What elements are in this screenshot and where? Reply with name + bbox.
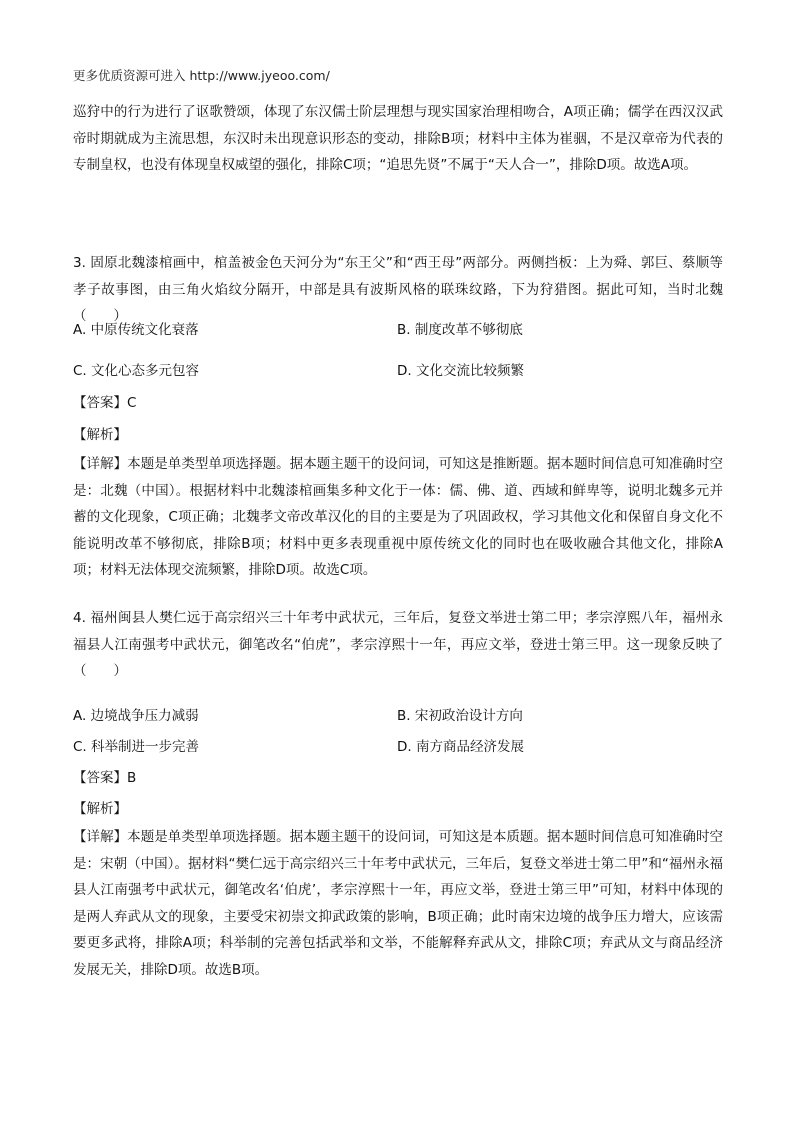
question-3-answer: 【答案】C	[73, 395, 137, 411]
question-4-analysis-label: 【解析】	[73, 801, 127, 817]
page-header: 更多优质资源可进入 http://www.jyeoo.com/	[73, 68, 330, 83]
question-3-option-d: D. 文化交流比较频繁	[397, 363, 524, 379]
question-4-option-a: A. 边境战争压力减弱	[73, 708, 199, 724]
question-4-option-d: D. 南方商品经济发展	[397, 739, 524, 755]
question-3-option-a: A. 中原传统文化衰落	[73, 322, 199, 338]
question-4-detail: 【详解】本题是单类型单项选择题。据本题主题干的设问词，可知这是本质题。据本题时间信息可知准确时空是：宋朝（中国）。据材料“樊仁远于高宗绍兴三十年考中武状元，三年后，复登文举进士第二甲”和“福州永福县人江南强考中武状元，御笔改名‘伯虎’，孝宗淳熙十一年，再应文举，登进士第三甲”可知，材料中体现的是两人弃武从文的现象，主要受宋初崇文抑武政策的影响，B项正确；此时南宋边境的战争压力增大，应该需要更多武将，排除A项；科举制的完善包括武举和文举，不能解释弃武从文，排除C项；弃武从文与商品经济发展无关，排除D项。故选B项。	[73, 829, 723, 978]
previous-answer-analysis: 巡狩中的行为进行了讴歌赞颂，体现了东汉儒士阶层理想与现实国家治理相吻合，A项正确；儒学在西汉汉武帝时期就成为主流思想，东汉时未出现意识形态的变动，排除B项；材料中主体为崔骃，不是汉章帝为代表的专制皇权，也没有体现皇权威望的强化，排除C项；“追思先贤”不属于“天人合一”，排除D项。故选A项。	[73, 104, 723, 173]
question-3-detail: 【详解】本题是单类型单项选择题。据本题主题干的设问词，可知这是推断题。据本题时间信息可知准确时空是：北魏（中国）。根据材料中北魏漆棺画集多种文化于一体：儒、佛、道、西域和鲜卑等，说明北魏多元并蓄的文化现象，C项正确；北魏孝文帝改革汉化的目的主要是为了巩固政权，学习其他文化和保留自身文化不能说明改革不够彻底，排除B项；材料中更多表现重视中原传统文化的同时也在吸收融合其他文化，排除A项；材料无法体现交流频繁，排除D项。故选C项。	[73, 456, 723, 578]
question-4-answer: 【答案】B	[73, 770, 137, 786]
question-4-stem: 4. 福州闽县人樊仁远于高宗绍兴三十年考中武状元，三年后，复登文举进士第二甲；孝宗淳熙八年，福州永福县人江南强考中武状元，御笔改名“伯虎”，孝宗淳熙十一年，再应文举，登进士第三甲。这一现象反映了（ ）	[73, 610, 723, 679]
question-3-option-b: B. 制度改革不够彻底	[397, 322, 523, 338]
question-3-option-c: C. 文化心态多元包容	[73, 363, 200, 379]
question-4-option-b: B. 宋初政治设计方向	[397, 708, 523, 724]
question-3-stem: 3. 固原北魏漆棺画中，棺盖被金色天河分为“东王父”和“西王母”两部分。两侧挡板：上为舜、郭巨、蔡顺等孝子故事图，由三角火焰纹分隔开，中部是具有波斯风格的联珠纹路，下为狩猎图。据此可知，当时北魏（ ）	[73, 255, 723, 324]
question-4-option-c: C. 科举制进一步完善	[73, 739, 200, 755]
question-3-analysis-label: 【解析】	[73, 427, 127, 443]
